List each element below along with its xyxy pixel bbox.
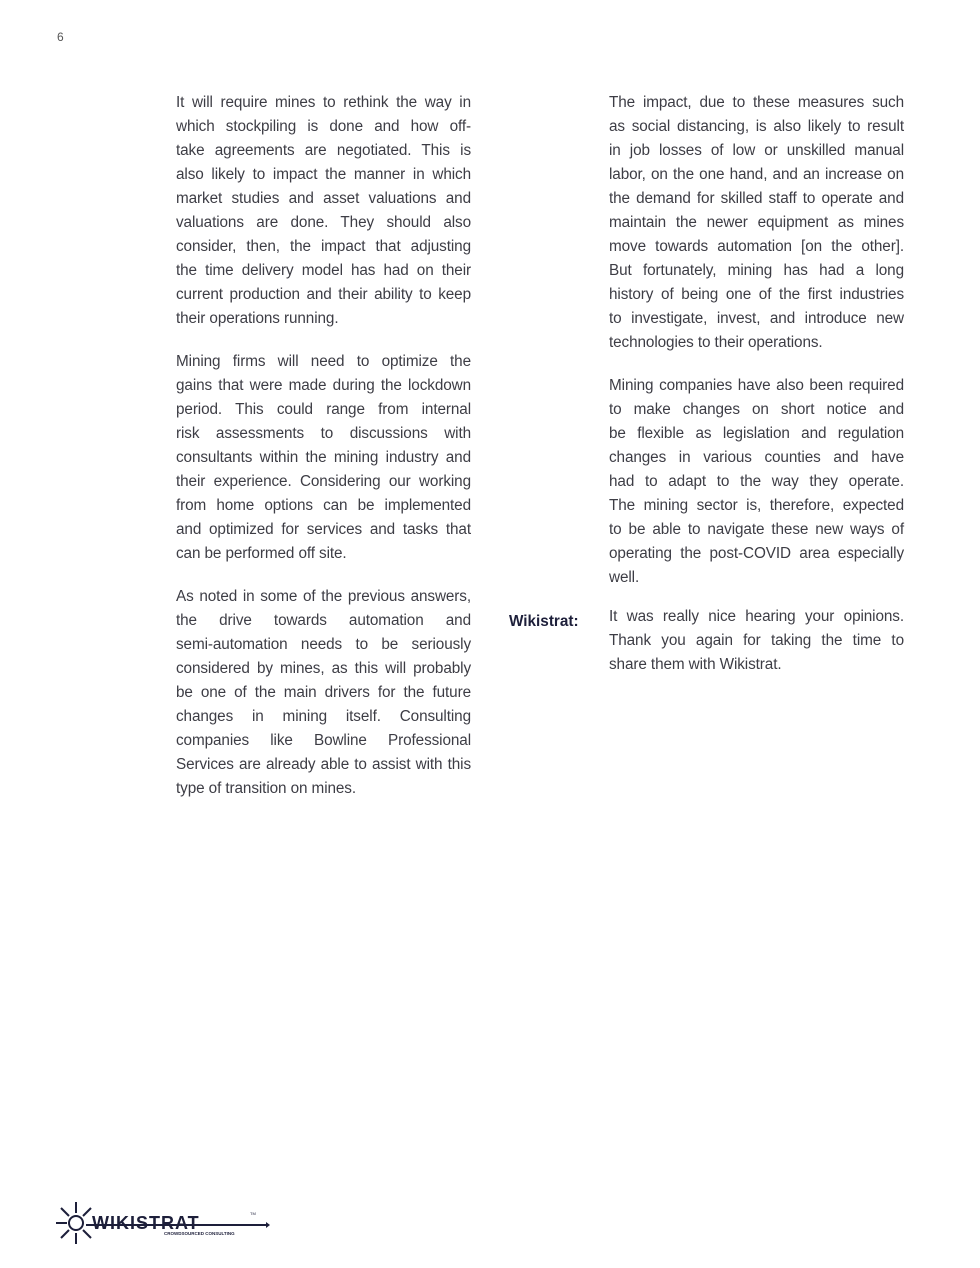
text-line: be flexible as legislation and regulation [609, 425, 904, 442]
paragraph [609, 605, 904, 677]
text-line: changes in mining itself. Consulting [176, 708, 471, 725]
text-line: can be performed off site. [176, 545, 347, 562]
text-line: operating the post-COVID area especially [609, 545, 904, 562]
text-line: take agreements are negotiated. This is [176, 142, 471, 159]
text-line: changes in various counties and have [609, 449, 904, 466]
text-line: consider, then, the impact that adjusting [176, 238, 471, 255]
text-line: As noted in some of the previous answers, [176, 588, 471, 605]
text-line: be one of the main drivers for the future [176, 684, 471, 701]
text-line: the time delivery model has had on their [176, 262, 471, 279]
text-line: history of being one of the first industries [609, 286, 904, 303]
text-line: well. [609, 569, 640, 586]
text-line: to make changes on short notice and [609, 401, 904, 418]
speaker-label: Wikistrat: [509, 613, 579, 630]
text-line: companies like Bowline Professional [176, 732, 471, 749]
text-line: the demand for skilled staff to operate and [609, 190, 904, 207]
text-line: Services are already able to assist with this [176, 756, 471, 773]
wikistrat-logo [56, 1198, 270, 1248]
svg-text:TM: TM [250, 1211, 256, 1216]
text-line: in job losses of low or unskilled manual [609, 142, 904, 159]
text-line: also likely to impact the manner in which [176, 166, 471, 183]
text-line: valuations are done. They should also [176, 214, 471, 231]
text-line: the drive towards automation and [176, 612, 471, 629]
paragraph [176, 350, 471, 566]
text-line: period. This could range from internal [176, 401, 471, 418]
paragraph [609, 374, 904, 590]
text-line: Thank you again for taking the time to [609, 632, 904, 649]
text-line: Mining companies have also been required [609, 377, 904, 394]
paragraph [176, 91, 471, 331]
text-line: It will require mines to rethink the way in [176, 94, 471, 111]
right-column [609, 91, 904, 696]
page-number: 6 [57, 30, 64, 44]
text-line: share them with Wikistrat. [609, 656, 782, 673]
text-line: considered by mines, as this will probably [176, 660, 471, 677]
logo-wordmark: WIKISTRAT [92, 1213, 200, 1233]
text-line: technologies to their operations. [609, 334, 823, 351]
text-line: from home options can be implemented [176, 497, 471, 514]
svg-text:CROWDSOURCED CONSULTING: CROWDSOURCED CONSULTING [164, 1231, 235, 1236]
text-line: had to adapt to the way they operate. [609, 473, 904, 490]
text-line: The impact, due to these measures such [609, 94, 904, 111]
text-line: their operations running. [176, 310, 339, 327]
text-line: type of transition on mines. [176, 780, 357, 797]
text-line: maintain the newer equipment as mines [609, 214, 904, 231]
text-line: move towards automation [on the other]. [609, 238, 904, 255]
paragraph [609, 91, 904, 355]
text-line: as social distancing, is also likely to result [609, 118, 904, 135]
sunburst-icon [56, 1202, 91, 1244]
text-line: their experience. Considering our working [176, 473, 471, 490]
text-line: The mining sector is, therefore, expected [609, 497, 904, 514]
text-line: and optimized for services and tasks that [176, 521, 471, 538]
text-line: market studies and asset valuations and [176, 190, 471, 207]
text-line: gains that were made during the lockdown [176, 377, 471, 394]
text-line: consultants within the mining industry and [176, 449, 471, 466]
paragraph [176, 585, 471, 801]
text-line: to be able to navigate these new ways of [609, 521, 904, 538]
text-line: It was really nice hearing your opinions. [609, 608, 904, 625]
text-line: current production and their ability to keep [176, 286, 471, 303]
text-line: which stockpiling is done and how off- [176, 118, 471, 135]
text-line: Mining firms will need to optimize the [176, 353, 471, 370]
text-line: to investigate, invest, and introduce new [609, 310, 904, 327]
text-line: semi-automation needs to be seriously [176, 636, 471, 653]
text-line: risk assessments to discussions with [176, 425, 471, 442]
text-line: labor, on the one hand, and an increase on [609, 166, 904, 183]
left-column [176, 91, 471, 820]
text-line: But fortunately, mining has had a long [609, 262, 904, 279]
